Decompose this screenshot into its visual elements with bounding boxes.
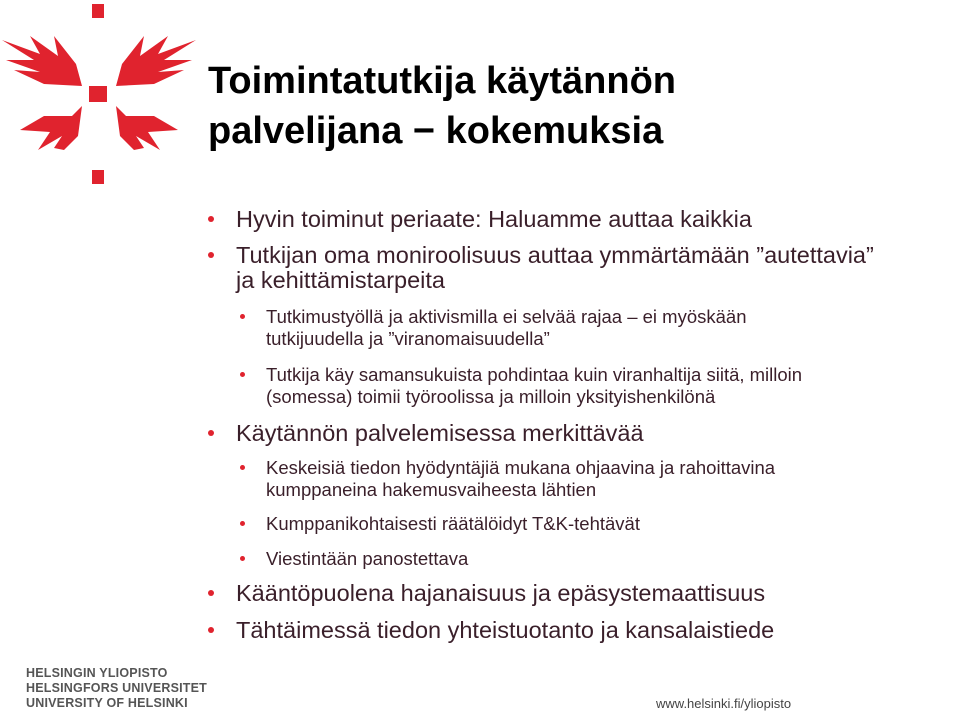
bullet-text: Keskeisiä tiedon hyödyntäjiä mukana ohjaavina ja rahoittavina [266,457,776,478]
bullet-item [236,207,752,232]
university-name-fi: HELSINGIN YLIOPISTO [26,666,168,680]
bullet-dot-icon [240,314,245,319]
bullet-text: Käytännön palvelemisessa merkittävää [236,420,644,446]
bullet-dot-icon [208,627,214,633]
bullet-text: ja kehittämistarpeita [236,267,445,293]
bullet-text: kumppaneina hakemusvaiheesta lähtien [266,479,597,500]
sub-bullet-item [266,548,468,570]
bullet-dot-icon [240,372,245,377]
bullet-item [236,243,874,293]
university-name-sv: HELSINGFORS UNIVERSITET [26,681,208,695]
university-name-en: UNIVERSITY OF HELSINKI [26,696,188,710]
bullet-text: Tutkimustyöllä ja aktivismilla ei selvää rajaa – ei myöskään [266,306,747,327]
sub-bullet-item [266,364,802,408]
slide-title-line-1: Toimintatutkija käytännön [208,60,677,102]
bullet-text: Tutkija käy samansukuista pohdintaa kuin viranhaltija siitä, milloin [266,364,803,385]
bullet-text: Kääntöpuolena hajanaisuus ja epäsystemaattisuus [236,580,766,606]
bullet-text: Hyvin toiminut periaate: Haluamme auttaa kaikkia [236,206,752,232]
bullet-text: Tähtäimessä tiedon yhteistuotanto ja kansalaistiede [236,617,775,643]
bullet-item [236,618,774,643]
bullet-dot-icon [208,216,214,222]
bullet-dot-icon [240,521,245,526]
sub-bullet-item [266,457,775,501]
bullet-text: (somessa) toimii työroolissa ja milloin yksityishenkilönä [266,386,716,407]
sub-bullet-item [266,513,640,535]
bullet-item [236,421,644,446]
sub-bullet-item [266,306,747,350]
bullet-dot-icon [208,252,214,258]
bullet-text: tutkijuudella ja ”viranomaisuudella” [266,328,550,349]
bullet-dot-icon [240,465,245,470]
bullet-text: Tutkijan oma moniroolisuus auttaa ymmärtämään ”autettavia” [236,242,874,268]
slide-title-line-2: palvelijana − kokemuksia [208,110,664,152]
university-wordmark [26,666,207,711]
bullet-text: Kumppanikohtaisesti räätälöidyt T&K-tehtävät [266,513,640,534]
bullet-dot-icon [208,590,214,596]
footer-url: www.helsinki.fi/yliopisto [656,696,792,711]
bullet-item [236,581,765,606]
bullet-dot-icon [208,430,214,436]
bullet-text: Viestintään panostettava [266,548,469,569]
bullet-dot-icon [240,556,245,561]
